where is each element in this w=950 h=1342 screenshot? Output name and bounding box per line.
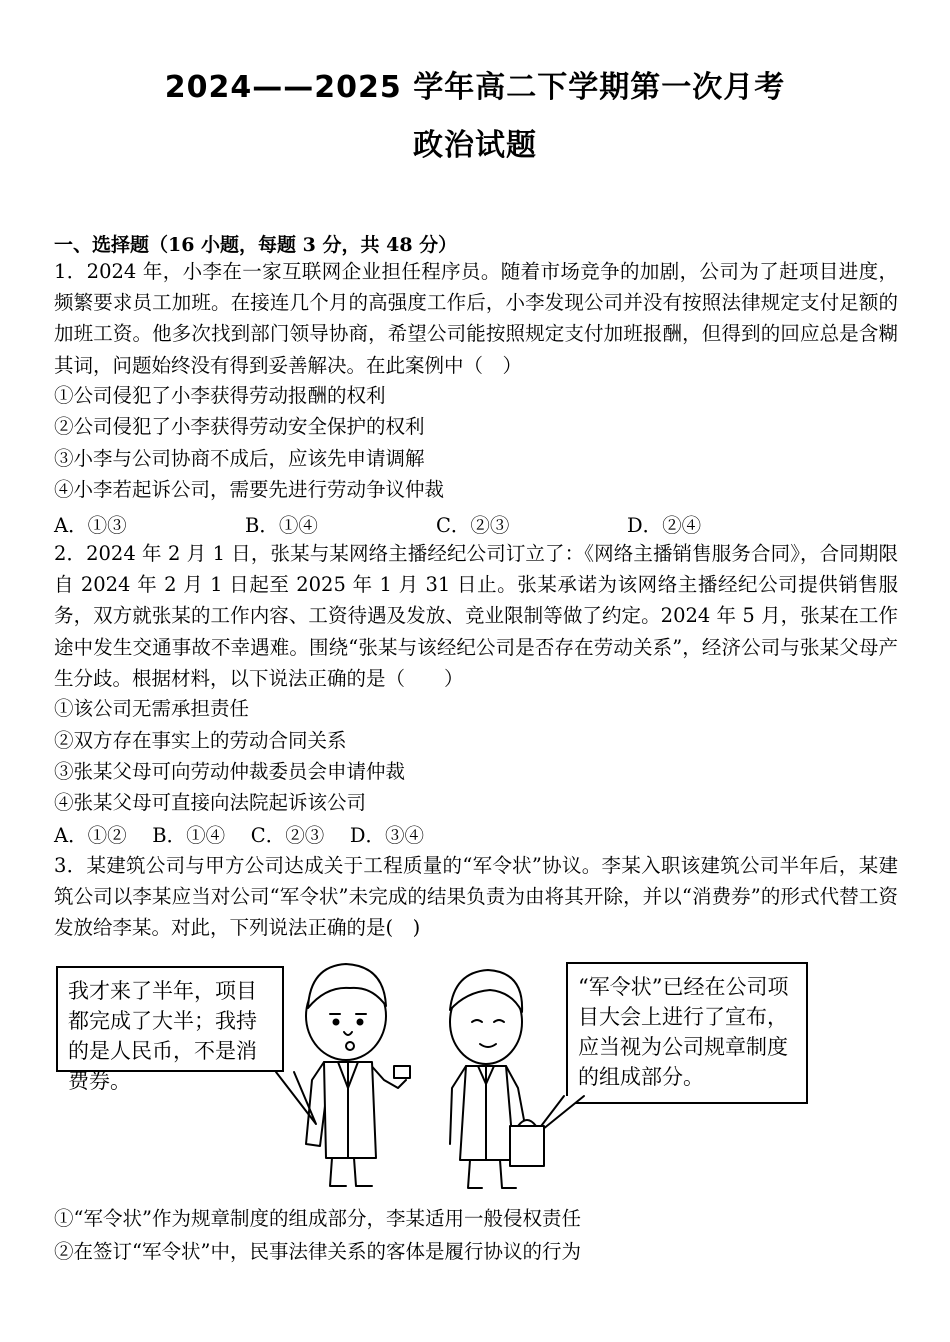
section-heading: 一、选择题（16 小题，每题 3 分，共 48 分） [54,234,458,256]
page-title: 2024——2025 学年高二下学期第一次月考 [164,70,786,105]
cartoon-illustration [54,948,834,1198]
q1-item-2: ②公司侵犯了小李获得劳动安全保护的权利 [54,415,425,438]
q2-item-1: ①该公司无需承担责任 [54,697,250,720]
speech-bubble-left: 我才来了半年，项目都完成了大半；我持的是人民币，不是消费券。 [56,966,284,1072]
q1-item-1: ①公司侵犯了小李获得劳动报酬的权利 [54,384,386,407]
q3-item-1: ①“军令状”作为规章制度的组成部分，李某适用一般侵权责任 [54,1207,581,1230]
q1-option-b[interactable]: B．①④ [245,514,318,537]
q1-item-3: ③小李与公司协商不成后，应该先申请调解 [54,447,425,470]
q2-item-4: ④张某父母可直接向法院起诉该公司 [54,791,367,814]
man-left-icon [306,964,410,1186]
q3-item-2: ②在签订“军令状”中，民事法律关系的客体是履行协议的行为 [54,1240,581,1263]
man-right-icon [450,970,544,1188]
q2-options[interactable]: A．①② B．①④ C．②③ D．③④ [54,824,425,847]
page-subtitle: 政治试题 [413,128,537,163]
q2-item-2: ②双方存在事实上的劳动合同关系 [54,729,347,752]
question-3-stem: 3．某建筑公司与甲方公司达成关于工程质量的“军令状”协议。李某入职该建筑公司半年后，某建筑公司以李某应当对公司“军令状”未完成的结果负责为由将其开除，并以“消费券”的形式代替工资发放给李某。对此，下列说法正确的是( ) [54,854,898,940]
q1-option-d[interactable]: D．②④ [627,514,702,537]
q2-item-3: ③张某父母可向劳动仲裁委员会申请仲裁 [54,760,406,783]
question-2-stem: 2．2024 年 2 月 1 日，张某与某网络主播经纪公司订立了：《网络主播销售服务合同》，合同期限自 2024 年 2 月 1 日起至 2025 年 1 月 31 日止。张某承诺为该网络主播经纪公司提供销售服务，双方就张某的工作内容、工资待遇及发放、竞业限制等做了约定。2024 年 5 月，张某在工作途中发生交通事故不幸遇难。围绕“张某与该经纪公司是否存在劳动关系”，经济公司与张某父母产生分歧。根据材料，以下说法正确的是（ ） [54,542,898,690]
q1-option-c[interactable]: C．②③ [436,514,510,537]
question-1-stem: 1．2024 年，小李在一家互联网企业担任程序员。随着市场竞争的加剧，公司为了赶项目进度，频繁要求员工加班。在接连几个月的高强度工作后，小李发现公司并没有按照法律规定支付足额的加班工资。他多次找到部门领导协商，希望公司能按照规定支付加班报酬，但得到的回应总是含糊其词，问题始终没有得到妥善解决。在此案例中（ ） [54,260,898,377]
q1-item-4: ④小李若起诉公司，需要先进行劳动争议仲裁 [54,478,445,501]
q1-option-a[interactable]: A．①③ [54,514,127,537]
speech-bubble-right: “军令状”已经在公司项目大会上进行了宣布，应当视为公司规章制度的组成部分。 [566,962,808,1104]
